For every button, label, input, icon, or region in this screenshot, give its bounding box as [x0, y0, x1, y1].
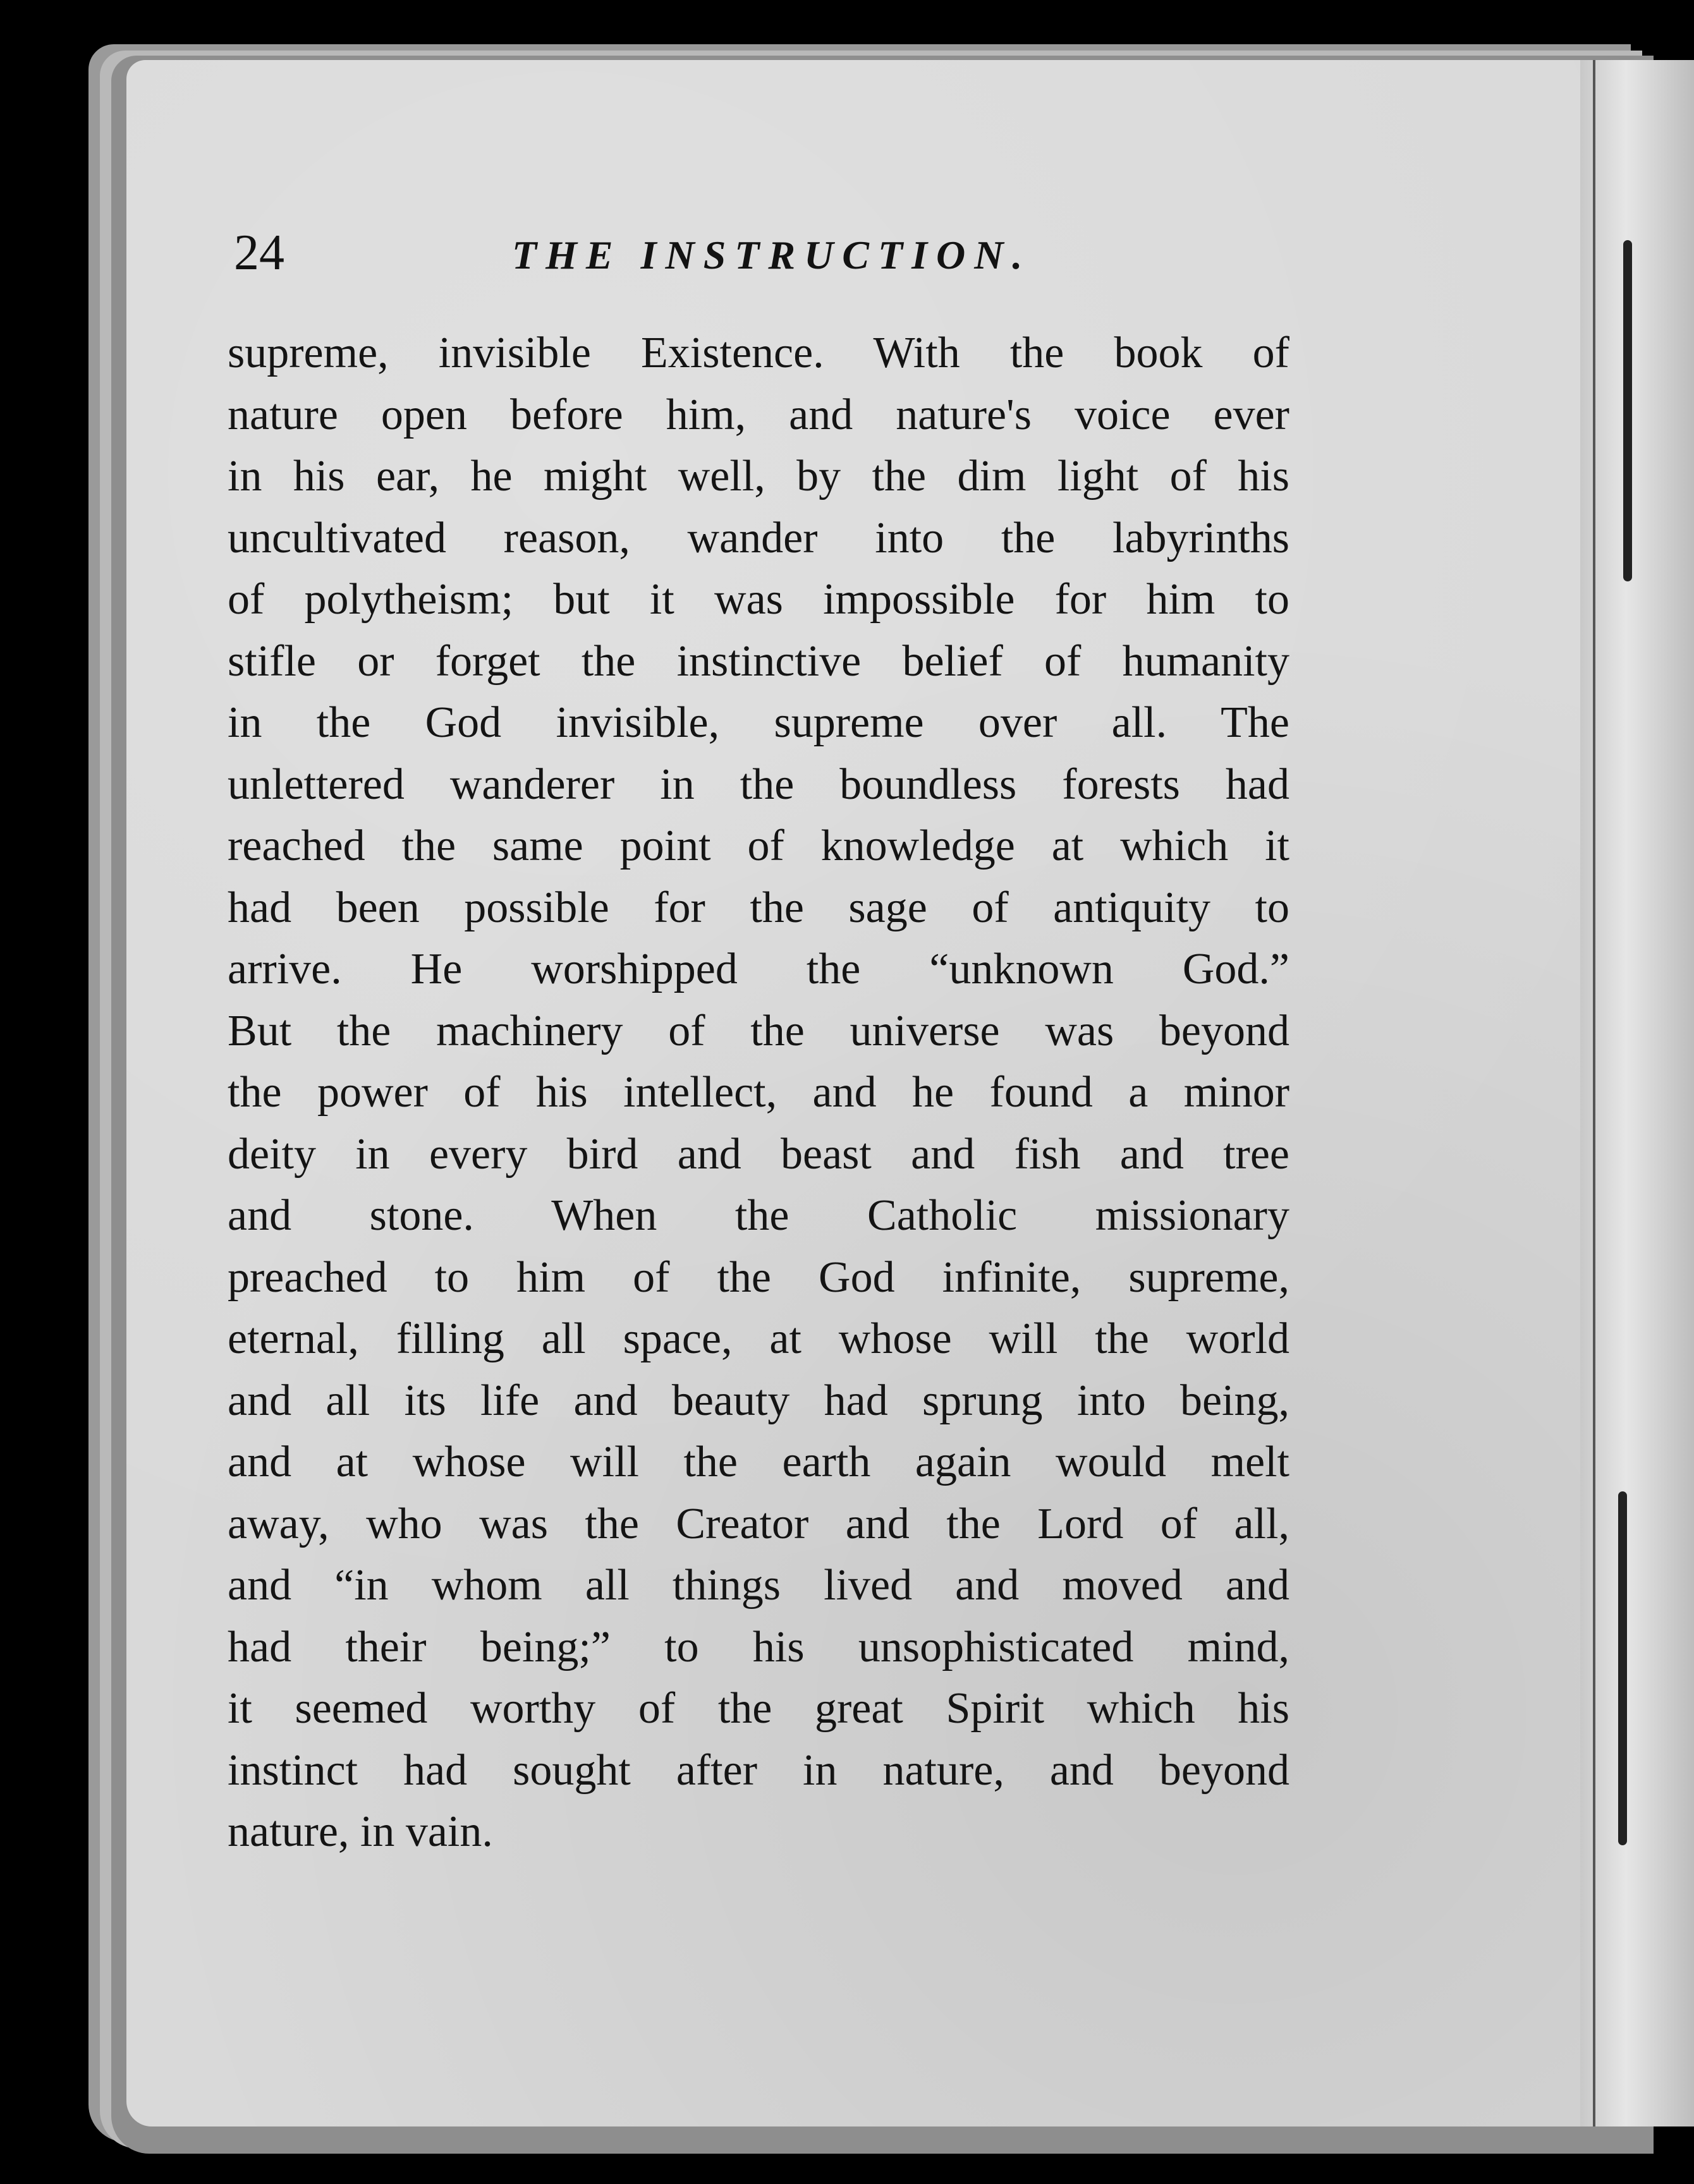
page-header — [234, 224, 1308, 281]
text-line: nature open before him, and nature's voice ever — [228, 390, 1289, 439]
gutter-fold-line — [1593, 60, 1595, 2126]
text-line: supreme, invisible Existence. With the book of — [228, 329, 1289, 377]
running-head: THE INSTRUCTION. — [512, 233, 1032, 277]
text-line: had been possible for the sage of antiquity to — [228, 883, 1289, 932]
text-line: instinct had sought after in nature, and beyond — [228, 1745, 1289, 1795]
text-line: in his ear, he might well, by the dim light of his — [228, 452, 1289, 500]
text-line: eternal, filling all space, at whose will the world — [228, 1314, 1289, 1363]
text-line: in the God invisible, supreme over all. The — [228, 698, 1289, 747]
text-line: But the machinery of the universe was beyond — [228, 1006, 1289, 1055]
text-line: and “in whom all things lived and moved and — [228, 1561, 1289, 1610]
text-line: unlettered wanderer in the boundless forests had — [228, 760, 1289, 809]
text-line: of polytheism; but it was impossible for him to — [228, 575, 1289, 624]
text-line: reached the same point of knowledge at which it — [228, 822, 1289, 870]
text-line: and stone. When the Catholic missionary — [228, 1191, 1289, 1240]
text-line: away, who was the Creator and the Lord of all, — [228, 1499, 1289, 1548]
text-line: arrive. He worshipped the “unknown God.” — [228, 945, 1289, 993]
text-line: uncultivated reason, wander into the labyrinths — [228, 513, 1289, 562]
text-line: nature, in vain. — [228, 1807, 493, 1856]
binding-stitch — [1618, 1491, 1627, 1845]
text-line: the power of his intellect, and he found a minor — [228, 1068, 1289, 1117]
page-number: 24 — [234, 225, 284, 281]
text-line: it seemed worthy of the great Spirit which his — [228, 1684, 1289, 1733]
text-line: had their being;” to his unsophisticated mind, — [228, 1622, 1289, 1671]
text-line: deity in every bird and beast and fish and tree — [228, 1129, 1289, 1179]
text-line: stifle or forget the instinctive belief of humanity — [228, 636, 1289, 686]
binding-stitch — [1623, 240, 1632, 581]
facing-page-gutter — [1580, 60, 1694, 2126]
text-line: and at whose will the earth again would melt — [228, 1438, 1289, 1486]
text-line: and all its life and beauty had sprung into being, — [228, 1376, 1289, 1425]
text-line: preached to him of the God infinite, supreme, — [228, 1253, 1289, 1302]
body-text — [228, 322, 1289, 1863]
